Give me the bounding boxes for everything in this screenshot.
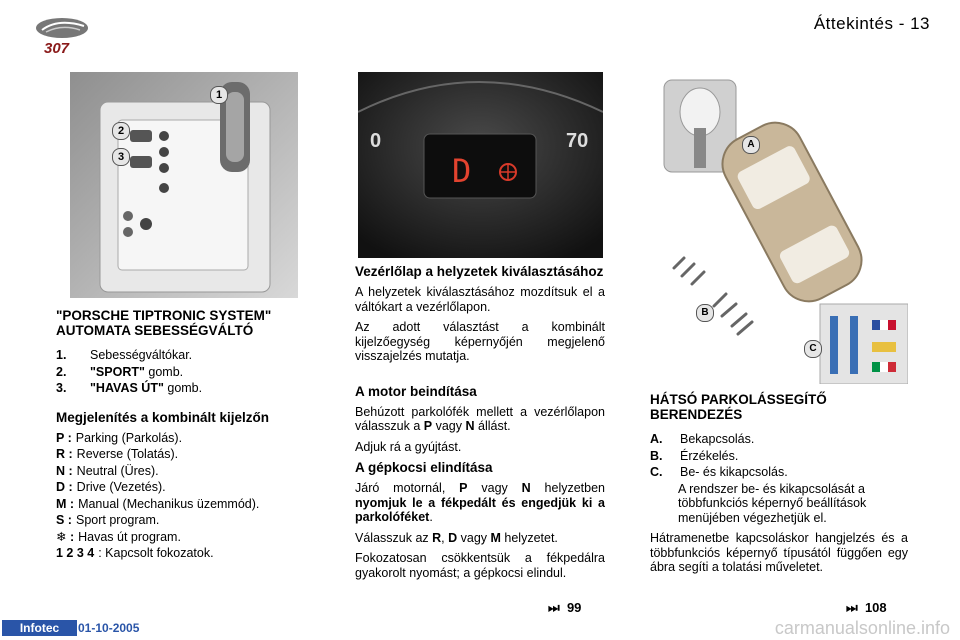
- section-heading-parking-assist: HÁTSÓ PARKOLÁSSEGÍTŐ BERENDEZÉS: [650, 392, 827, 422]
- section-heading-selector-panel: Vezérlőlap a helyzetek kiválasztásához: [355, 264, 604, 279]
- dashboard-display-image: [358, 72, 603, 258]
- gear-display-letter: D: [452, 152, 472, 190]
- callout-b: B: [696, 304, 714, 322]
- column-2: Vezérlőlap a helyzetek kiválasztásához A helyzetek kiválasztásához mozdítsuk el a váltókart a vezérlőlapon. Az adott választást a kombinált kijelzőegység képernyőjén megjelenő visszajelzés mutatja. A motor beindítása Behúzott parkolófék mellett a vezérlőlapon válasszuk a P vagy N állást. Adjuk rá a gyújtást. A gépkocsi elindítása Járó motornál, P vagy N helyzetben nyomjuk le a fékpedált és engedjük ki a parkolóféket. Válasszuk az R, D vagy M helyzetet. Fokozatosan csökkentsük a fékpedálra gyakorolt nyomást; a gépkocsi elindul.: [355, 264, 605, 580]
- list-item: S : Sport program.: [56, 513, 160, 527]
- list-item: 3. "HAVAS ÚT" gomb.: [56, 381, 203, 395]
- list-item: 2. "SPORT" gomb.: [56, 364, 184, 379]
- page-title: Áttekintés - 13: [813, 14, 930, 33]
- gauge-seventy-label: 70: [566, 130, 589, 152]
- section-heading-drive-off: A gépkocsi elindítása: [355, 460, 493, 475]
- list-item: 1 2 3 4 : Kapcsolt fokozatok.: [56, 546, 214, 560]
- list-item: C. Be- és kikapcsolás.: [650, 465, 788, 479]
- section-heading-gearbox: "PORSCHE TIPTRONIC SYSTEM" AUTOMATA SEBESSÉGVÁLTÓ: [56, 308, 272, 338]
- parking-assist-image: [652, 72, 908, 384]
- list-item: A. Bekapcsolás.: [650, 432, 755, 446]
- list-item: R : Reverse (Tolatás).: [56, 447, 179, 461]
- list-item: M : Manual (Mechanikus üzemmód).: [56, 496, 260, 511]
- list-item: ❄ : Havas út program.: [56, 529, 181, 544]
- section-heading-engine-start: A motor beindítása: [355, 383, 477, 399]
- list-item: 1. Sebességváltókar.: [56, 348, 193, 362]
- skip-forward-icon: ⏭: [548, 600, 560, 615]
- snowflake-icon: ❄ :: [56, 529, 75, 544]
- column-3: HÁTSÓ PARKOLÁSSEGÍTŐ BERENDEZÉS A. Bekapcsolás. B. Érzékelés. C. Be- és kikapcsolás. A rendszer be- és kikapcsolását a többfunkciós képernyő beállítások menüjében végezhetjük el. Hátramenetbe kapcsoláskor hangjelzés és a többfunkciós képernyő típusától függően egy ábra segíti a tolatási műveletet.: [650, 392, 908, 574]
- list-item: B. Érzékelés.: [650, 448, 739, 463]
- watermark: carmanualsonline.info: [774, 618, 950, 638]
- model-badge: 307: [44, 40, 70, 57]
- skip-forward-icon: ⏭: [846, 600, 858, 615]
- list-item: D : Drive (Vezetés).: [56, 480, 166, 494]
- callout-1: 1: [210, 86, 228, 104]
- subheading-display: Megjelenítés a kombinált kijelzőn: [56, 409, 270, 425]
- list-item: P : Parking (Parkolás).: [56, 430, 183, 445]
- callout-a: A: [742, 136, 760, 154]
- callout-2: 2: [112, 122, 130, 140]
- page-ref-99[interactable]: ⏭ 99: [548, 600, 582, 615]
- list-item: N : Neutral (Üres).: [56, 463, 159, 478]
- footer-date: 01-10-2005: [78, 621, 140, 635]
- callout-3: 3: [112, 148, 130, 166]
- page-ref-108[interactable]: ⏭ 108: [846, 600, 887, 615]
- column-1: [56, 308, 308, 563]
- callout-c: C: [804, 340, 822, 358]
- peugeot-307-logo: [28, 14, 98, 58]
- note-text: A rendszer be- és kikapcsolását a többfunkciós képernyő beállítások menüjében végezhetjük el.: [678, 481, 867, 525]
- gauge-zero-label: 0: [370, 130, 382, 152]
- gear-selector-image: [70, 72, 298, 298]
- infotec-logo: Infotec: [2, 620, 77, 636]
